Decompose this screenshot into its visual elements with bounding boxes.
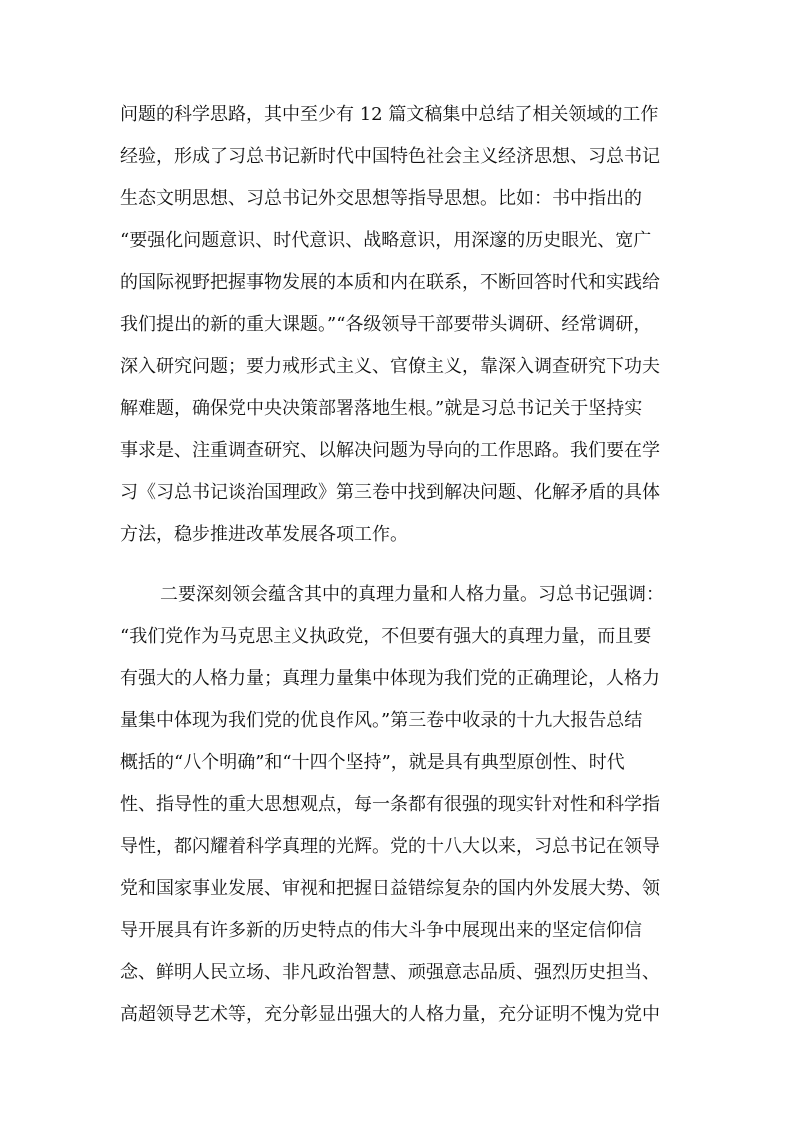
paragraph-line: 方法，稳步推进改革发展各项工作。 xyxy=(120,524,408,545)
paragraph-line: 二要深刻领会蕴含其中的真理力量和人格力量。习总书记强调： xyxy=(160,584,664,605)
paragraph-line: 生态文明思想、习总书记外交思想等指导思想。比如：书中指出的 xyxy=(120,188,642,209)
paragraph-line: 有强大的人格力量；真理力量集中体现为我们党的正确理论，人格力 xyxy=(120,668,660,689)
paragraph-line: 导开展具有许多新的历史特点的伟大斗争中展现出来的坚定信仰信 xyxy=(120,920,642,941)
paragraph-line: “要强化问题意识、时代意识、战略意识，用深邃的历史眼光、宽广 xyxy=(120,230,652,251)
paragraph-line: “我们党作为马克思主义执政党，不但要有强大的真理力量，而且要 xyxy=(120,626,652,647)
paragraph-line: 深入研究问题；要力戒形式主义、官僚主义，靠深入调查研究下功夫 xyxy=(120,356,660,377)
paragraph-line: 事求是、注重调查研究、以解决问题为导向的工作思路。我们要在学 xyxy=(120,440,660,461)
paragraph-line: 的国际视野把握事物发展的本质和内在联系，不断回答时代和实践给 xyxy=(120,272,660,293)
paragraph-line: 导性，都闪耀着科学真理的光辉。党的十八大以来，习总书记在领导 xyxy=(120,836,660,857)
paragraph-line: 性、指导性的重大思想观点，每一条都有很强的现实针对性和科学指 xyxy=(120,794,660,815)
paragraph-line: 问题的科学思路，其中至少有 12 篇文稿集中总结了相关领域的工作 xyxy=(120,104,659,125)
paragraph-line: 我们提出的新的重大课题。”“各级领导干部要带头调研、经常调研， xyxy=(120,314,652,335)
paragraph-line: 量集中体现为我们党的优良作风。”第三卷中收录的十九大报告总结 xyxy=(120,710,643,731)
paragraph-line: 习《习总书记谈治国理政》第三卷中找到解决问题、化解矛盾的具体 xyxy=(120,482,660,503)
paragraph-line: 概括的“八个明确”和“十四个坚持”，就是具有典型原创性、时代 xyxy=(120,752,625,773)
paragraph-line: 念、鲜明人民立场、非凡政治智慧、顽强意志品质、强烈历史担当、 xyxy=(120,962,660,983)
paragraph-line: 党和国家事业发展、审视和把握日益错综复杂的国内外发展大势、领 xyxy=(120,878,660,899)
paragraph-line: 解难题，确保党中央决策部署落地生根。”就是习总书记关于坚持实 xyxy=(120,398,643,419)
paragraph-line: 经验，形成了习总书记新时代中国特色社会主义经济思想、习总书记 xyxy=(120,146,660,167)
paragraph-line: 高超领导艺术等，充分彰显出强大的人格力量，充分证明不愧为党中 xyxy=(120,1004,660,1025)
